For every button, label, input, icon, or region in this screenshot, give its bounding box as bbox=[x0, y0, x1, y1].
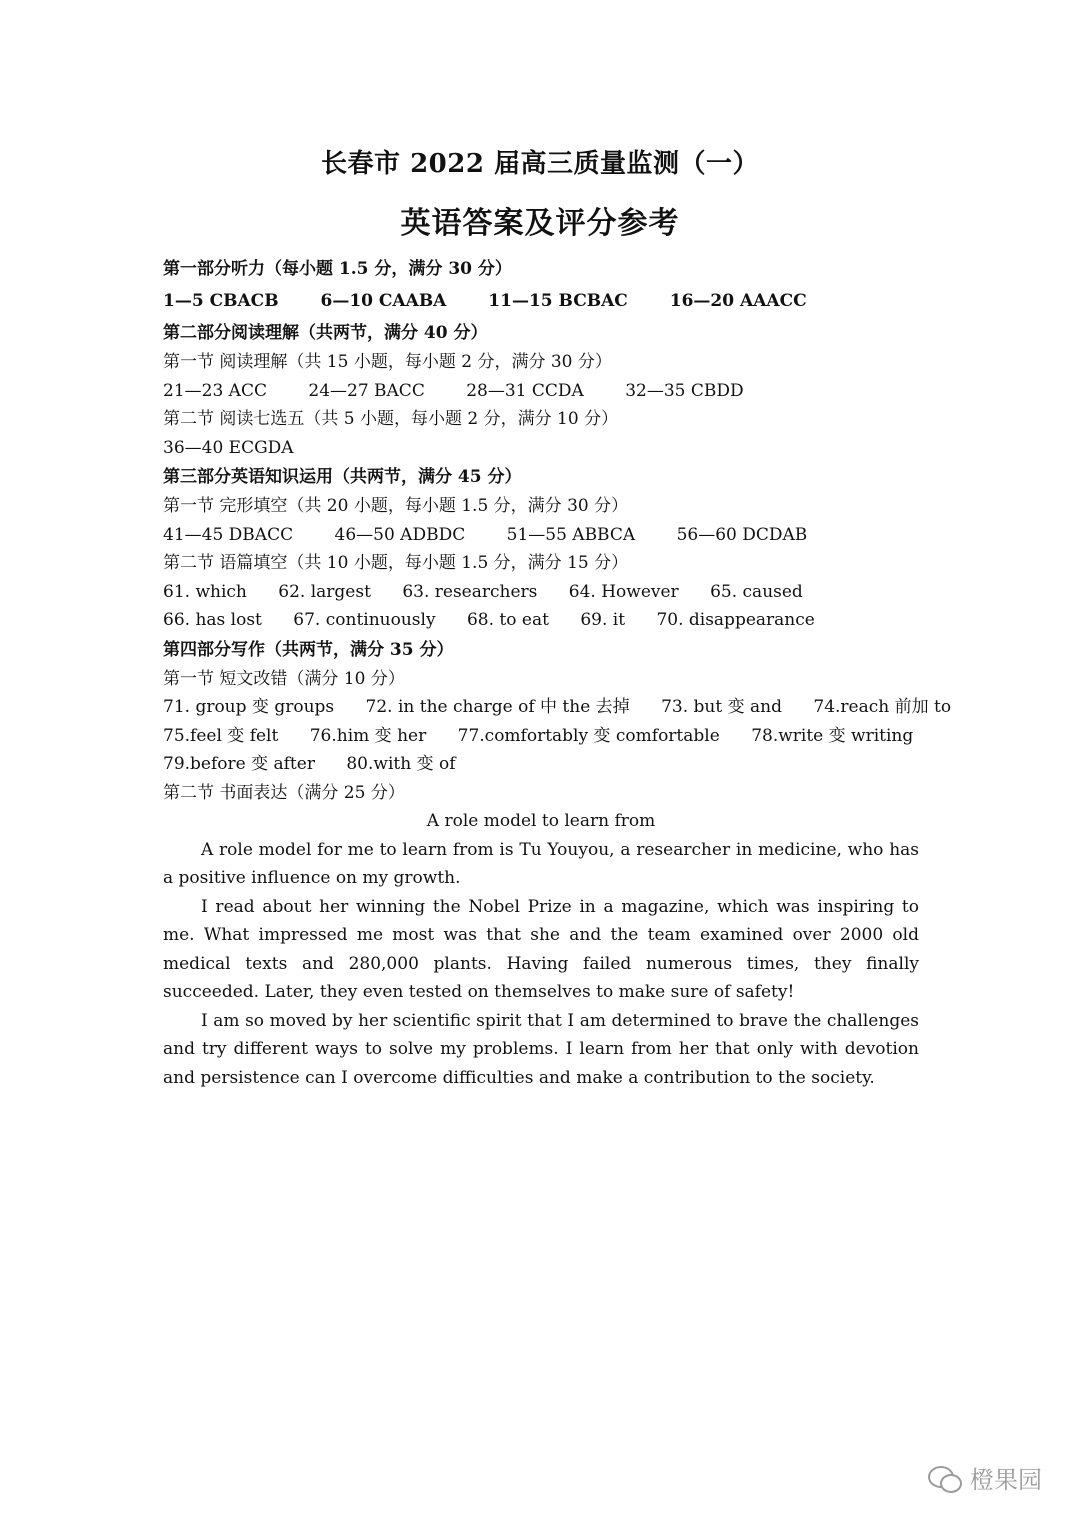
answer-group: 6—10 CAABA bbox=[320, 291, 447, 311]
essay-paragraph: I read about her winning the Nobel Prize in a magazine, which was inspiring to me. What impressed me most was that she and the team examined over 2000 old medical texts and 280,000 plants. Having failed numerous times, they finally succeeded. Later, they even tested on themselves to make sure of safety! bbox=[163, 896, 919, 1002]
part4-heading: 第四部分写作（共两节，满分 35 分） bbox=[163, 639, 454, 660]
answer-group: 56—60 DCDAB bbox=[676, 524, 808, 545]
answer-item: 66. has lost bbox=[163, 610, 262, 630]
answer-group: 32—35 CBDD bbox=[625, 380, 744, 401]
part3-heading: 第三部分英语知识运用（共两节，满分 45 分） bbox=[163, 467, 522, 487]
corrections-row3 bbox=[163, 750, 919, 779]
answer-group: 1—5 CBACB bbox=[163, 291, 279, 311]
answer-group: 28—31 CCDA bbox=[466, 380, 584, 401]
answer-item: 69. it bbox=[580, 610, 626, 630]
exam-title: 长春市 2022 届高三质量监测（一） bbox=[321, 149, 759, 179]
answer-group: 46—50 ADBDC bbox=[334, 524, 466, 545]
correction-item: 74.reach 前加 to bbox=[813, 697, 952, 717]
part3-section2-row1 bbox=[163, 578, 919, 607]
correction-item: 75.feel 变 felt bbox=[163, 725, 279, 746]
part3-section1-heading: 第一节 完形填空（共 20 小题，每小题 1.5 分，满分 30 分） bbox=[163, 496, 629, 516]
answer-group: 51—55 ABBCA bbox=[506, 524, 636, 545]
part1-heading: 第一部分听力（每小题 1.5 分，满分 30 分） bbox=[163, 259, 512, 279]
correction-item: 76.him 变 her bbox=[309, 725, 427, 746]
answer-item: 70. disappearance bbox=[656, 610, 815, 630]
answer-item: 64. However bbox=[568, 581, 679, 602]
answer-group: 21—23 ACC bbox=[163, 380, 267, 401]
correction-item: 73. but 变 and bbox=[661, 697, 782, 717]
answer-item: 67. continuously bbox=[293, 610, 436, 630]
answer-group: 16—20 AAACC bbox=[669, 291, 807, 311]
correction-item: 72. in the charge of 中 the 去掉 bbox=[365, 697, 630, 717]
part2-section2-answers bbox=[163, 434, 919, 463]
answer-item: 63. researchers bbox=[402, 581, 538, 602]
correction-item: 71. group 变 groups bbox=[163, 697, 335, 717]
correction-item: 78.write 变 writing bbox=[751, 725, 914, 746]
answer-item: 62. largest bbox=[278, 581, 371, 602]
part3-section2-row2 bbox=[163, 606, 919, 635]
answer-group: 24—27 BACC bbox=[308, 380, 425, 401]
essay-paragraph: A role model for me to learn from is Tu Youyou, a researcher in medicine, who has a positive influence on my growth. bbox=[163, 839, 919, 888]
correction-item: 80.with 变 of bbox=[346, 754, 456, 774]
watermark-text: 橙果园 bbox=[970, 1466, 1042, 1494]
answer-group: 36—40 ECGDA bbox=[163, 437, 294, 458]
part4-section1-heading: 第一节 短文改错（满分 10 分） bbox=[163, 668, 405, 689]
answer-group: 41—45 DBACC bbox=[163, 524, 294, 545]
answer-item: 65. caused bbox=[710, 581, 803, 602]
answer-content bbox=[163, 254, 952, 1092]
corrections-row2 bbox=[163, 722, 919, 751]
part2-heading: 第二部分阅读理解（共两节，满分 40 分） bbox=[163, 323, 488, 343]
part2-section2-heading: 第二节 阅读七选五（共 5 小题，每小题 2 分，满分 10 分） bbox=[163, 409, 619, 429]
document-title: 英语答案及评分参考 bbox=[400, 206, 680, 241]
watermark bbox=[928, 1460, 1042, 1495]
corrections-row1 bbox=[163, 693, 952, 722]
correction-item: 79.before 变 after bbox=[163, 754, 315, 774]
part2-section1-heading: 第一节 阅读理解（共 15 小题，每小题 2 分，满分 30 分） bbox=[163, 352, 612, 372]
answer-group: 11—15 BCBAC bbox=[488, 291, 628, 311]
part3-section1-answers bbox=[163, 521, 919, 550]
essay-title: A role model to learn from bbox=[426, 811, 656, 831]
wechat-icon bbox=[928, 1464, 962, 1492]
part4-section2-heading: 第二节 书面表达（满分 25 分） bbox=[163, 782, 405, 803]
part3-section2-heading: 第二节 语篇填空（共 10 小题，每小题 1.5 分，满分 15 分） bbox=[163, 553, 629, 573]
answer-item: 61. which bbox=[163, 581, 247, 602]
correction-item: 77.comfortably 变 comfortable bbox=[457, 725, 720, 746]
essay-paragraph: I am so moved by her scientific spirit that I am determined to brave the challenges and try different ways to solve my problems. I learn from her that only with devotion and persistence can I overcome difficulties and make a contribution to the society. bbox=[163, 1010, 919, 1088]
answer-item: 68. to eat bbox=[466, 610, 549, 630]
part2-section1-answers bbox=[163, 377, 919, 406]
part1-answers bbox=[163, 284, 919, 318]
